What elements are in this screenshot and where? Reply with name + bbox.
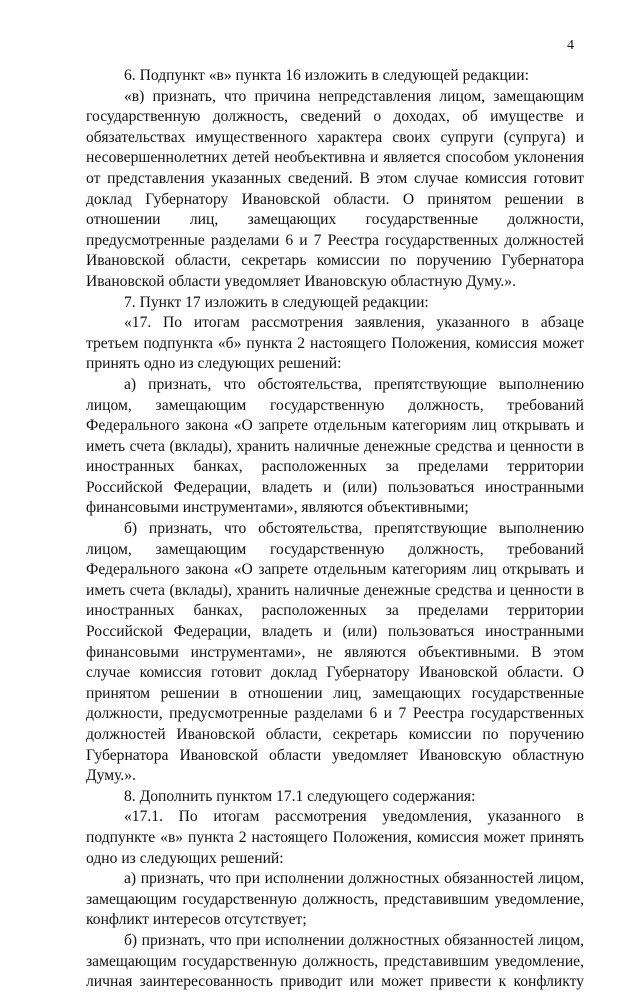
paragraph-clause-17-b: б) признать, что обстоятельства, препятствующие выполнению лицом, замещающим государственную должность, требований Федерального закона «О запрете отдельным категориям лиц открывать и иметь счета (вклады), хранить наличные денежные средства и ценности в иностранных банках, расположенных за пределами территории Российской Федерации, владеть и (или) пользоваться иностранными финансовыми инструментами», не являются объективными. В этом случае комиссия готовит доклад Губернатору Ивановской области. О принятом решении в отношении лиц, замещающих государственные должности, предусмотренные разделами 6 и 7 Реестра государственных должностей Ивановской области, секретарь комиссии по поручению Губернатора Ивановской области уведомляет Ивановскую областную Думу.».	[86, 520, 584, 785]
paragraph-item-6-heading: 6. Подпункт «в» пункта 16 изложить в следующей редакции:	[124, 67, 529, 84]
paragraph-clause-17: «17. По итогам рассмотрения заявления, указанного в абзаце третьем подпункта «б» пункта 2 настоящего Положения, комиссия может принять одно из следующих решений:	[86, 314, 584, 373]
document-body	[86, 66, 584, 993]
paragraph-subitem-v: «в) признать, что причина непредставления лицом, замещающим государственную должность, сведений о доходах, об имуществе и обязательствах имущественного характера своих супруги (супруга) и несовершеннолетних детей необъективна и является способом уклонения от представления указанных сведений. В этом случае комиссия готовит доклад Губернатору Ивановской области. О принятом решении в отношении лиц, замещающих государственные должности, предусмотренные разделами 6 и 7 Реестра государственных должностей Ивановской области, секретарь комиссии по поручению Губернатора Ивановской области уведомляет Ивановскую областную Думу.».	[86, 87, 584, 290]
paragraph-clause-17-1-a: а) признать, что при исполнении должностных обязанностей лицом, замещающим государственную должность, представившим уведомление, конфликт интересов отсутствует;	[86, 870, 584, 929]
paragraph-clause-17-1: «17.1. По итогам рассмотрения уведомления, указанного в подпункте «в» пункта 2 настоящего Положения, комиссия может принять одно из следующих решений:	[86, 808, 584, 867]
paragraph-item-7-heading: 7. Пункт 17 изложить в следующей редакции:	[124, 293, 429, 311]
page-number: 4	[567, 38, 574, 53]
paragraph-item-8-heading: 8. Дополнить пунктом 17.1 следующего содержания:	[124, 787, 476, 805]
paragraph-clause-17-1-b: б) признать, что при исполнении должностных обязанностей лицом, замещающим государственную должность, представившим уведомление, личная заинтересованность приводит или может привести к конфликту	[86, 931, 584, 991]
paragraph-clause-17-a: а) признать, что обстоятельства, препятствующие выполнению лицом, замещающим государственную должность, требований Федерального закона «О запрете отдельным категориям лиц открывать и иметь счета (вклады), хранить наличные денежные средства и ценности в иностранных банках, расположенных за пределами территории Российской Федерации, владеть и (или) пользоваться иностранными финансовыми инструментами», являются объективными;	[86, 375, 584, 517]
